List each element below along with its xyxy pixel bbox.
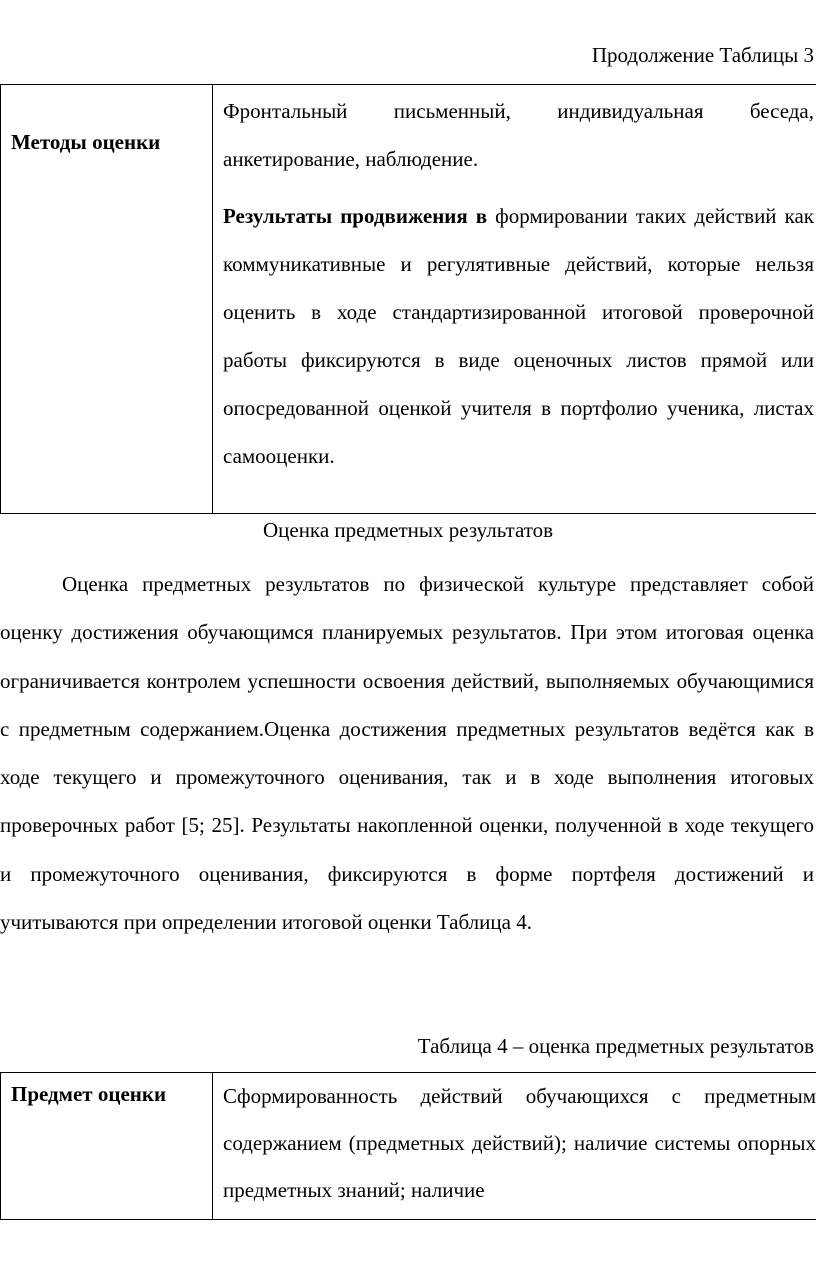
subject-text: Сформированность действий обучающихся с предметным содержанием (предметных действий); наличие системы опорных предметных знаний; наличие [223,1084,816,1202]
body-paragraph: Оценка предметных результатов по физической культуре представляет собой оценку достижения обучающимся планируемых результатов. При этом итоговая оценка ограничивается контролем успешности освоения действий, выполняемых обучающимися с предметным содержанием.Оценка достижения предметных результатов ведётся как в ходе текущего и промежуточного оценивания, так и в ходе выполнения итоговых проверочных работ [5; 25]. Результаты накопленной оценки, полученной в ходе текущего и промежуточного оценивания, фиксируются в форме портфеля достижений и учитываются при определении итоговой оценки Таблица 4. [0,572,814,935]
section-heading: Оценка предметных результатов [262,518,554,542]
methods-label-cell [1,85,213,514]
methods-label: Методы оценки [11,130,161,154]
results-paragraph [223,192,816,480]
subject-label-cell [1,1073,213,1220]
table-row [1,85,816,514]
table-3-continued [0,84,816,514]
subject-content-cell [213,1073,816,1220]
results-text: формировании таких действий как коммуникативные и регулятивные действий, которые нельзя оценить в ходе стандартизированной итоговой проверочной работы фиксируются в виде оценочных листов прямой или опосредованной оценкой учителя в портфолио ученика, листах самооценки. [223,204,814,468]
table-4-caption: Таблица 4 – оценка предметных результатов [417,1034,814,1058]
methods-text [223,85,816,183]
results-bold-lead: Результаты продвижения в [223,204,488,228]
continuation-caption: Продолжение Таблицы 3 [591,43,814,67]
table-4 [0,1072,816,1220]
methods-content-cell [213,85,816,514]
methods-text-content: Фронтальный письменный, индивидуальная беседа, анкетирование, наблюдение. [223,99,814,171]
table-row [1,1073,816,1220]
subject-label: Предмет оценки [11,1082,167,1106]
